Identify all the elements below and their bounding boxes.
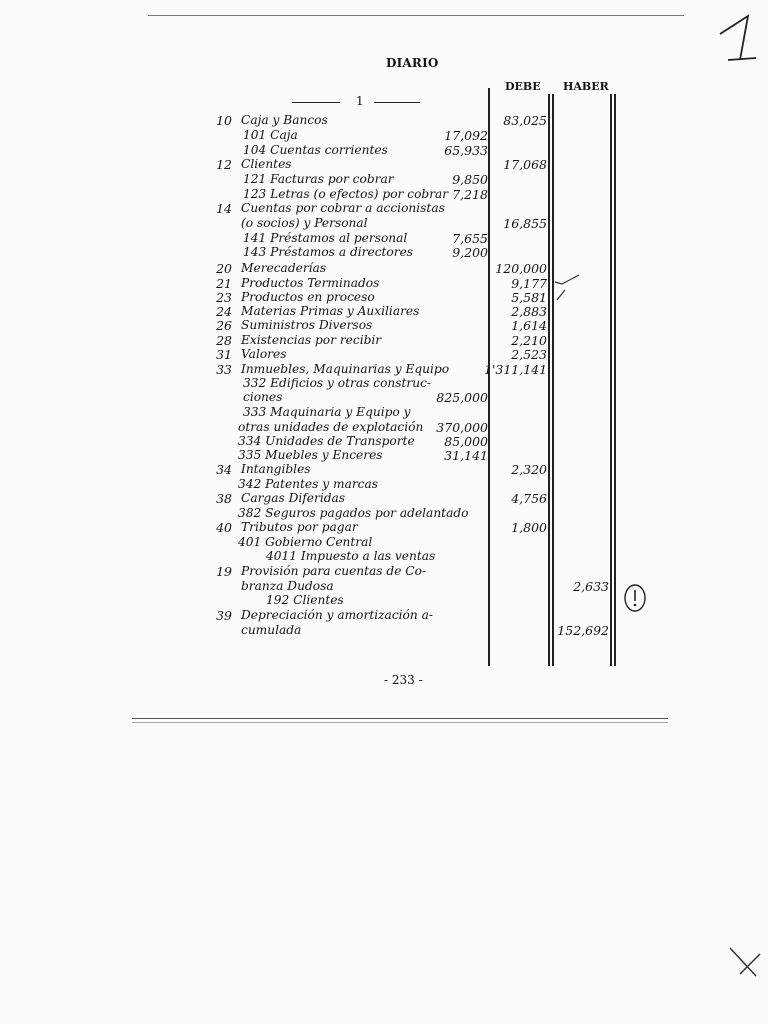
account-code: 26 [216,318,232,333]
subaccount-amount: 65,933 [444,143,488,158]
account-code: 28 [216,333,232,348]
subaccount-amount: 9,200 [452,245,488,260]
account-code: 10 [216,113,232,128]
account-code: 20 [216,261,232,276]
debe-amount: 2,210 [511,333,547,348]
debe-amount: 4,756 [511,491,547,506]
account-code: 12 [216,157,232,172]
account-name: Tributos por pagar [241,520,358,534]
subaccount-name: 104 Cuentas corrientes [243,143,388,157]
haber-amount: 2,633 [573,579,609,594]
account-code: 40 [216,520,232,535]
debe-amount: 120,000 [495,261,547,276]
account-name: Provisión para cuentas de Co- [241,564,427,578]
account-name: Intangibles [241,462,311,476]
subaccount-name: 141 Préstamos al personal [243,231,408,245]
subaccount-name: 333 Maquinaria y Equipo y [243,405,411,419]
subaccount-name: 332 Edificios y otras construc- [243,376,432,390]
entry-dash-left [292,102,340,103]
debe-amount: 83,025 [503,113,547,128]
account-name: (o socios) y Personal [241,216,368,230]
subaccount-amount: 825,000 [436,390,488,405]
subaccount-amount: 9,850 [452,172,488,187]
subaccount-amount: 31,141 [444,448,488,463]
debe-amount: 1,614 [511,318,547,333]
account-code: 31 [216,347,232,362]
debe-amount: 2,883 [511,304,547,319]
debe-amount: 2,320 [511,462,547,477]
account-name: Productos Terminados [241,276,380,290]
account-name: Merecaderías [241,261,327,275]
debe-header: DEBE [505,80,541,93]
haber-header: HABER [563,80,609,93]
subaccount-name: 121 Facturas por cobrar [243,172,394,186]
check-mark-icon [553,272,583,304]
bottom-rule [132,718,668,719]
debe-amount: 1,800 [511,520,547,535]
subaccount-name: 192 Clientes [266,593,344,607]
subaccount-amount: 7,218 [452,187,488,202]
account-name: Productos en proceso [241,290,375,304]
subaccount-amount: 17,092 [444,128,488,143]
account-code: 34 [216,462,232,477]
account-name: cumulada [241,623,302,637]
subaccount-name: 335 Muebles y Enceres [238,448,383,462]
debe-amount: 9,177 [511,276,547,291]
account-name: Clientes [241,157,292,171]
subaccount-name: 342 Patentes y marcas [238,477,379,491]
account-name: Cargas Diferidas [241,491,346,505]
account-name: Valores [241,347,287,361]
account-name: Caja y Bancos [241,113,328,127]
handwritten-x-mark [726,944,766,980]
entry-number: 1 [356,94,364,108]
bottom-rule-faint [132,722,668,723]
debe-amount: 17,068 [503,157,547,172]
handwritten-circle-mark [622,582,650,614]
subaccount-amount: 85,000 [444,434,488,449]
haber-right-line-2 [614,94,616,666]
debe-amount: 16,855 [503,216,547,231]
debe-amount: 2,523 [511,347,547,362]
debe-amount: 5,581 [511,290,547,305]
top-rule [148,15,684,16]
subaccount-name: ciones [243,390,283,404]
account-code: 39 [216,608,232,623]
subaccount-name: 143 Préstamos a directores [243,245,414,259]
account-code: 23 [216,290,232,305]
page-number: - 233 - [384,673,423,687]
page-title: DIARIO [386,56,439,70]
account-name: Cuentas por cobrar a accionistas [241,201,445,215]
subaccount-name: 123 Letras (o efectos) por cobrar [243,187,449,201]
debe-left-line [488,88,490,666]
account-code: 21 [216,276,232,291]
account-code: 19 [216,564,232,579]
account-name: Depreciación y amortización a- [241,608,433,622]
subaccount-name: 401 Gobierno Central [238,535,373,549]
account-name: Existencias por recibir [241,333,382,347]
account-code: 33 [216,362,232,377]
subaccount-name: 334 Unidades de Transporte [238,434,415,448]
account-code: 24 [216,304,232,319]
handwritten-number-one [708,10,760,62]
subaccount-name: 382 Seguros pagados por adelantado [238,506,469,520]
subaccount-amount: 7,655 [452,231,488,246]
subaccount-name: 101 Caja [243,128,298,142]
account-code: 38 [216,491,232,506]
entry-dash-right [374,102,420,103]
account-name: branza Dudosa [241,579,334,593]
account-name: Materias Primas y Auxiliares [241,304,420,318]
haber-amount: 152,692 [557,623,609,638]
account-name: Suministros Diversos [241,318,373,332]
haber-right-line [610,94,612,666]
account-name: Inmuebles, Maquinarias y Equipo [241,362,450,376]
subaccount-name: otras unidades de explotación [238,420,424,434]
debe-amount: 1'311,141 [484,362,548,377]
subaccount-amount: 370,000 [436,420,488,435]
account-code: 14 [216,201,232,216]
subaccount-name: 4011 Impuesto a las ventas [266,549,436,563]
